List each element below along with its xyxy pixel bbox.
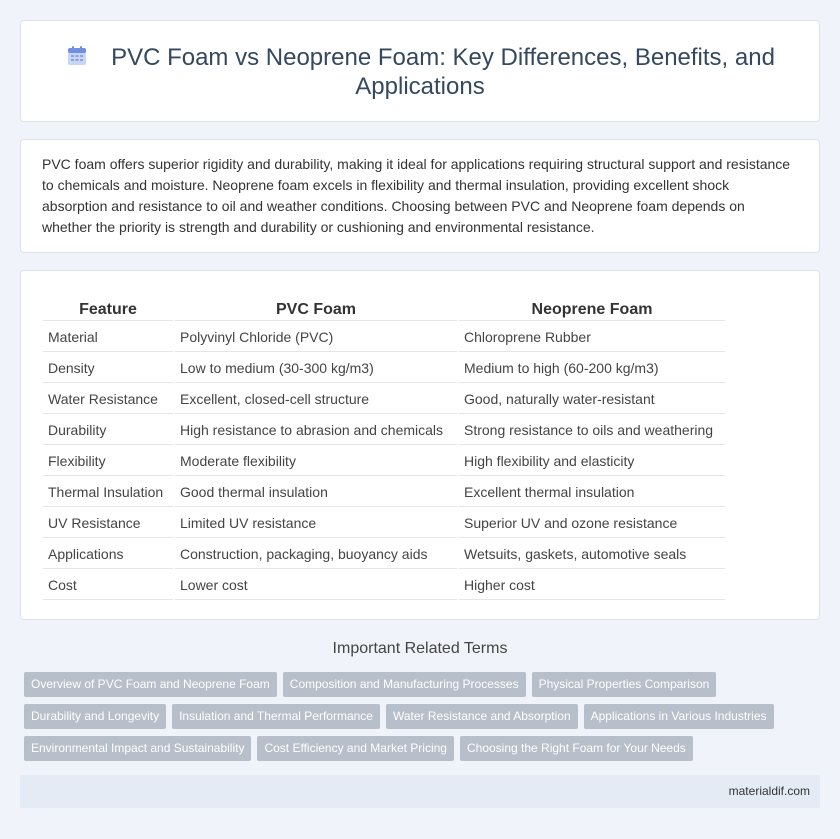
table-row xyxy=(43,447,725,476)
table-cell: Excellent, closed-cell structure xyxy=(175,385,457,414)
table-cell: Wetsuits, gaskets, automotive seals xyxy=(459,540,725,569)
comparison-card xyxy=(20,270,820,620)
tag-link[interactable]: Physical Properties Comparison xyxy=(532,672,717,697)
tag-link[interactable]: Insulation and Thermal Performance xyxy=(172,704,380,729)
table-cell: Construction, packaging, buoyancy aids xyxy=(175,540,457,569)
table-cell: Limited UV resistance xyxy=(175,509,457,538)
table-row xyxy=(43,354,725,383)
header-neoprene-foam: Neoprene Foam xyxy=(459,299,725,321)
tag-link[interactable]: Overview of PVC Foam and Neoprene Foam xyxy=(24,672,277,697)
table-cell: High resistance to abrasion and chemicals xyxy=(175,416,457,445)
related-terms-title: Important Related Terms xyxy=(332,640,508,657)
tag-link[interactable]: Water Resistance and Absorption xyxy=(386,704,578,729)
table-cell: Cost xyxy=(43,571,173,600)
tag-link[interactable]: Environmental Impact and Sustainability xyxy=(24,736,251,761)
tag-link[interactable]: Durability and Longevity xyxy=(24,704,166,729)
table-cell: Chloroprene Rubber xyxy=(459,323,725,352)
intro-card xyxy=(20,139,820,253)
table-row xyxy=(43,540,725,569)
table-cell: Applications xyxy=(43,540,173,569)
table-cell: Excellent thermal insulation xyxy=(459,478,725,507)
title-wrap xyxy=(61,43,779,101)
intro-paragraph: PVC foam offers superior rigidity and durability, making it ideal for applications requiring structural support and resistance to chemicals and moisture. Neoprene foam excels in flexibility and thermal insulation, providing excellent shock absorption and resistance to oil and weather conditions. Choosing between PVC and Neoprene foam depends on whether the priority is strength and durability or cushioning and environmental resistance. xyxy=(42,156,791,235)
tag-link[interactable]: Cost Efficiency and Market Pricing xyxy=(257,736,454,761)
table-cell: Low to medium (30-300 kg/m3) xyxy=(175,354,457,383)
table-cell: Thermal Insulation xyxy=(43,478,173,507)
table-row xyxy=(43,571,725,600)
table-cell: Durability xyxy=(43,416,173,445)
table-cell: Lower cost xyxy=(175,571,457,600)
table-cell: Moderate flexibility xyxy=(175,447,457,476)
tag-row xyxy=(24,672,824,697)
table-cell: Strong resistance to oils and weathering xyxy=(459,416,725,445)
tag-link[interactable]: Choosing the Right Foam for Your Needs xyxy=(460,736,693,761)
calendar-icon xyxy=(65,44,89,68)
table-cell: Good thermal insulation xyxy=(175,478,457,507)
table-cell: Flexibility xyxy=(43,447,173,476)
table-cell: UV Resistance xyxy=(43,509,173,538)
table-cell: Good, naturally water-resistant xyxy=(459,385,725,414)
table-cell: Superior UV and ozone resistance xyxy=(459,509,725,538)
table-row xyxy=(43,416,725,445)
page-title: PVC Foam vs Neoprene Foam: Key Differences, Benefits, and Applications xyxy=(111,44,775,100)
table-row xyxy=(43,478,725,507)
table-header-row xyxy=(43,299,725,321)
tag-row xyxy=(24,704,824,729)
table-row xyxy=(43,509,725,538)
tag-link[interactable]: Applications in Various Industries xyxy=(584,704,774,729)
table-row xyxy=(43,323,725,352)
header-feature: Feature xyxy=(43,299,173,321)
related-terms-list xyxy=(24,672,824,768)
table-cell: Higher cost xyxy=(459,571,725,600)
comparison-table xyxy=(41,297,727,602)
table-cell: Medium to high (60-200 kg/m3) xyxy=(459,354,725,383)
table-cell: Water Resistance xyxy=(43,385,173,414)
header-pvc-foam: PVC Foam xyxy=(175,299,457,321)
table-row xyxy=(43,385,725,414)
tag-row xyxy=(24,736,824,761)
footer xyxy=(20,775,820,808)
table-cell: High flexibility and elasticity xyxy=(459,447,725,476)
table-cell: Polyvinyl Chloride (PVC) xyxy=(175,323,457,352)
footer-site-link[interactable]: materialdif.com xyxy=(728,784,810,798)
table-cell: Density xyxy=(43,354,173,383)
tag-link[interactable]: Composition and Manufacturing Processes xyxy=(283,672,526,697)
table-cell: Material xyxy=(43,323,173,352)
title-card xyxy=(20,20,820,122)
